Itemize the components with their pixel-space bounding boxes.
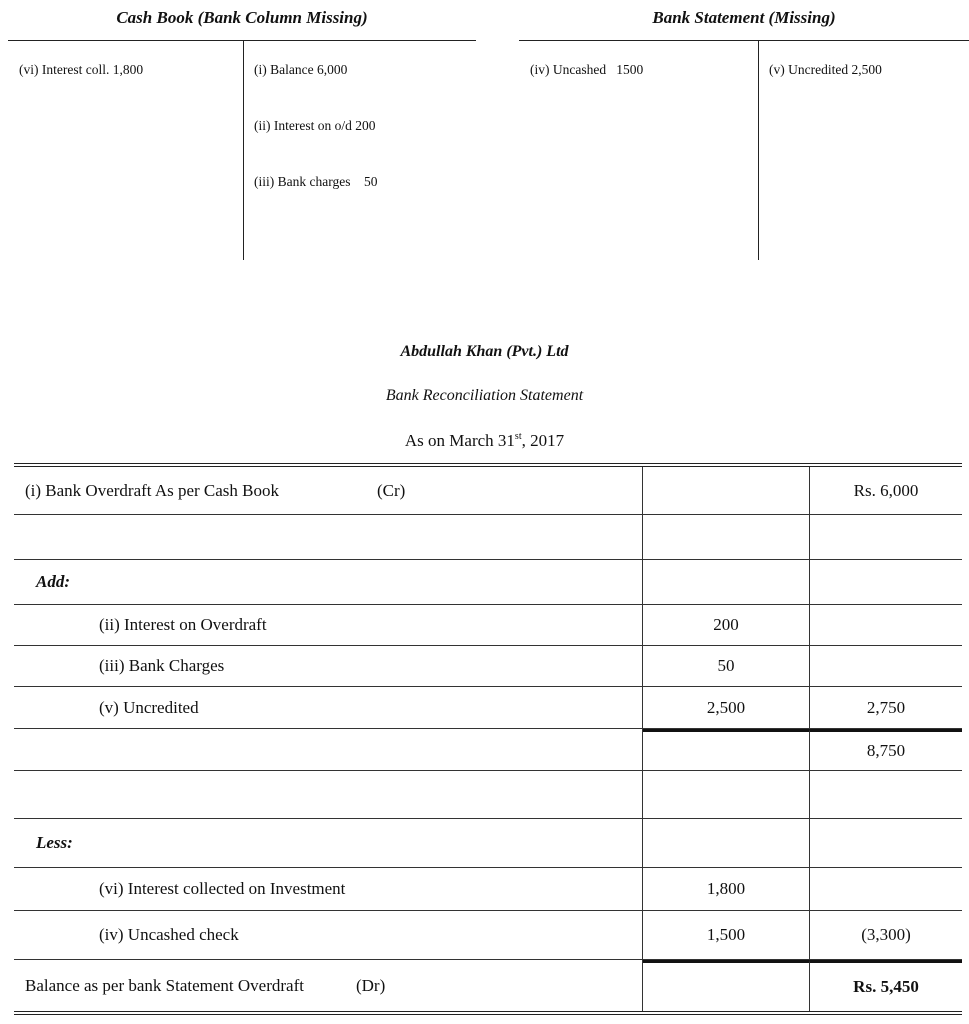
date-year: , 2017 [521, 431, 565, 450]
cash-book-title: Cash Book (Bank Column Missing) [116, 8, 368, 27]
table-row [14, 729, 962, 771]
table-row [14, 646, 962, 687]
table-row [14, 819, 962, 868]
statement-title: Bank Reconciliation Statement [385, 387, 584, 404]
total-cell [810, 605, 962, 645]
closing-balance-label: Balance as per bank Statement Overdraft [25, 975, 304, 995]
add-section-label: Add: [14, 560, 643, 604]
amount-cell [643, 771, 810, 818]
amount-cell [643, 819, 810, 867]
total-cell [810, 868, 962, 910]
cash-book-credit-entry: (ii) Interest on o/d 200 [254, 118, 376, 133]
bank-statement-title: Bank Statement (Missing) [652, 8, 836, 27]
table-row [14, 605, 962, 646]
bank-statement-credit-entry: (v) Uncredited 2,500 [769, 62, 882, 77]
row-label [14, 960, 643, 1011]
table-row [14, 560, 962, 605]
cash-book-credit-entry: (i) Balance 6,000 [254, 62, 348, 77]
row-label: (ii) Interest on Overdraft [14, 605, 643, 645]
amount-cell: 50 [643, 646, 810, 686]
debit-tag: (Dr) [355, 975, 386, 995]
total-cell: Rs. 6,000 [853, 480, 919, 500]
bank-statement-debit-entry: (iv) Uncashed 1500 [530, 62, 644, 77]
amount-cell: 200 [643, 605, 810, 645]
amount-cell [643, 729, 810, 770]
date-suffix: st [514, 431, 522, 442]
row-label: (vi) Interest collected on Investment [14, 868, 643, 910]
table-row [14, 911, 962, 960]
amount-cell [643, 560, 810, 604]
table-row [14, 687, 962, 729]
reconciliation-table [14, 463, 962, 1015]
cash-book-credit-entry: (iii) Bank charges 50 [254, 174, 378, 189]
total-cell [810, 560, 962, 604]
row-label [14, 729, 643, 770]
bank-statement-divider [758, 40, 759, 260]
row-label [14, 515, 643, 559]
less-section-label: Less: [14, 819, 643, 867]
credit-tag: (Cr) [377, 480, 406, 500]
total-cell [810, 771, 962, 818]
total-cell [810, 819, 962, 867]
total-cell [810, 515, 962, 559]
closing-balance-total: Rs. 5,450 [810, 960, 962, 1011]
row-label [14, 771, 643, 818]
bank-statement-top-rule [519, 40, 969, 41]
statement-date [0, 431, 969, 451]
table-row [14, 515, 962, 560]
amount-cell [643, 960, 810, 1011]
cash-book-debit-entry: (vi) Interest coll. 1,800 [19, 62, 144, 77]
subtotal-cell: 8,750 [810, 729, 962, 770]
table-row [14, 960, 962, 1011]
total-cell [810, 646, 962, 686]
company-name: Abdullah Khan (Pvt.) Ltd [400, 343, 569, 360]
row-label: (v) Uncredited [14, 687, 643, 728]
cash-book-divider [243, 40, 244, 260]
table-row [14, 771, 962, 819]
row-label: (iv) Uncashed check [14, 911, 643, 959]
cash-book-top-rule [8, 40, 476, 41]
opening-balance-label: (i) Bank Overdraft As per Cash Book [25, 480, 280, 500]
table-row [14, 868, 962, 911]
row-label [14, 467, 643, 514]
amount-cell: 1,500 [643, 911, 810, 959]
total-cell: (3,300) [861, 925, 911, 944]
table-row [14, 467, 962, 515]
amount-cell [643, 467, 810, 514]
amount-cell [643, 515, 810, 559]
amount-cell: 1,800 [643, 868, 810, 910]
amount-cell: 2,500 [643, 687, 810, 728]
total-cell: 2,750 [866, 697, 906, 717]
date-prefix: As on March 31 [404, 431, 515, 450]
row-label: (iii) Bank Charges [14, 646, 643, 686]
